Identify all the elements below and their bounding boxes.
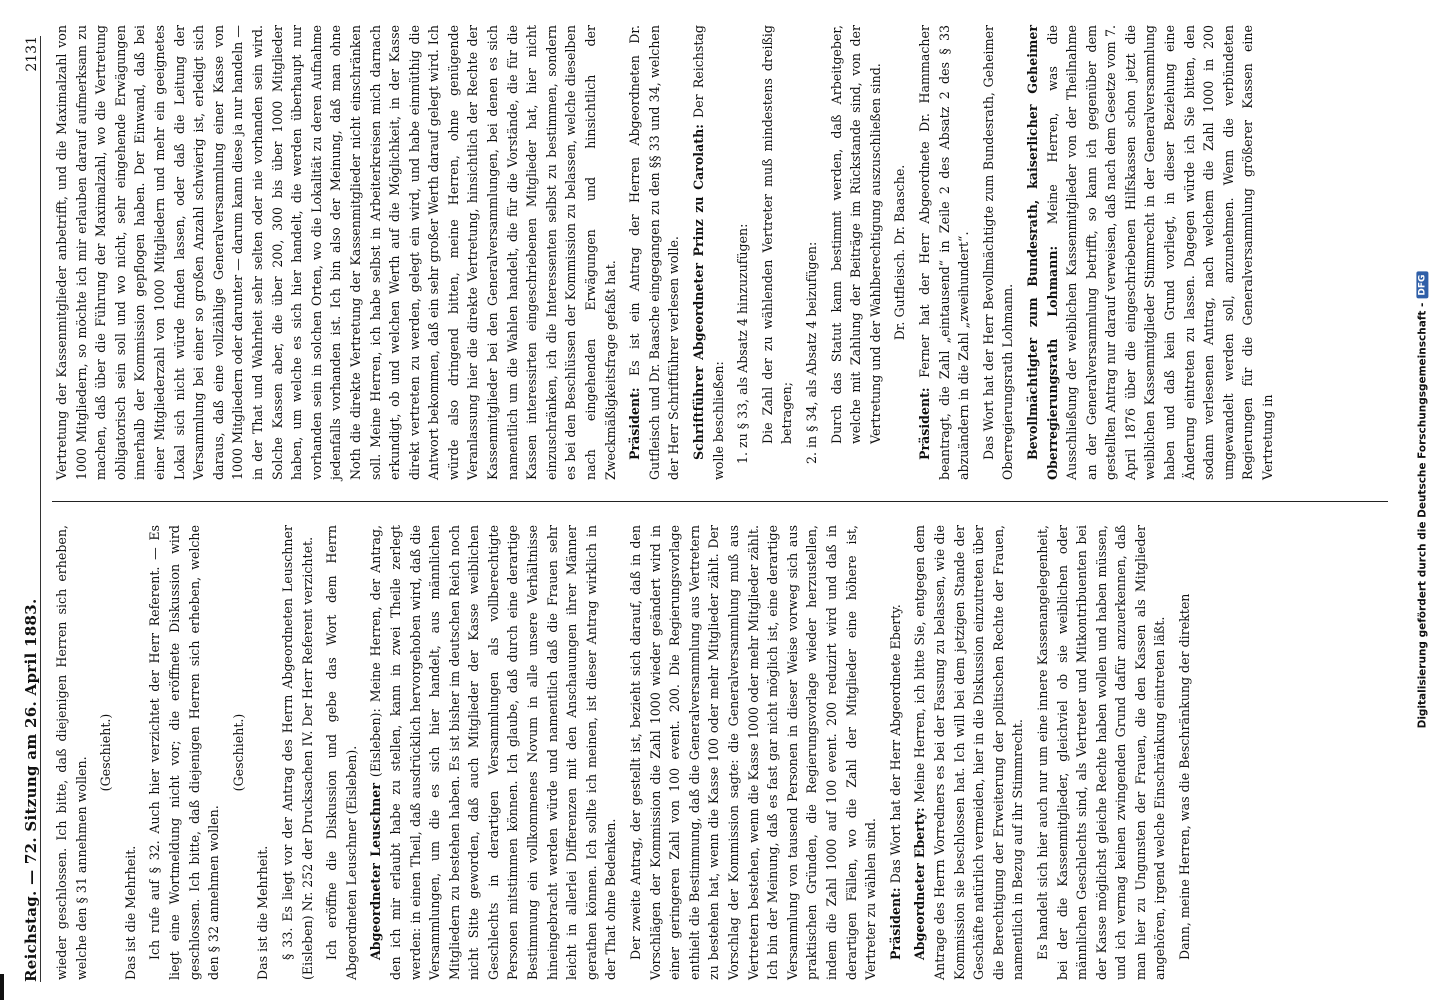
speaker-name: Bevollmächtigter zum Bundesrath, kaiserlicher Geheimer Oberregierungsrath Lohmann: [1024, 25, 1060, 480]
paragraph [689, 25, 728, 480]
speaker-name: Schriftführer Abgeordneter Prinz zu Carolath: [691, 124, 706, 460]
paragraph [915, 25, 974, 480]
speech-text: Meine Herren, was die Ausschließung der weiblichen Kassenmitglieder von der Theilnahme an der Generalversammlung betrifft, so kann ich gegenüber dem gestellten Antrag nur darauf verweisen, daß nach dem Gesetze vom 7. April 1876 über die eingeschriebenen Hilfskassen schon jetzt die weiblichen Kassenmitglieder Stimmrecht in der Generalversammlung haben und daß kein Grund vorliegt, in dieser Beziehung eine Änderung eintreten zu lassen. Dagegen würde ich Sie bitten, den sodann verlesenen Antrag, nach welchem die Zahl 1000 in 200 umgewandelt werden soll, anzunehmen. Wenn die verbündeten Regierungen für die Generalversammlung größerer Kassen eine Vertretung in [1044, 25, 1276, 480]
paragraph: § 33. Es liegt vor der Antrag des Herrn Abgeordneten Leuschner (Eisleben) Nr. 252 der Drucksachen IV. Der Herr Referent verzichtet. [279, 525, 315, 980]
paragraph: Der zweite Antrag, der gestellt ist, bezieht sich darauf, daß in den Vorschlägen der Kommission die Zahl 1000 wieder geändert wird in einer geringeren Zahl von 100 event. 200. Die Regierungsvorlage enthielt die Bestimmung, daß die Generalversammlung aus Vertretern zu bestehen hat, wenn die Kasse 100 oder mehr Mitglieder zählt. Der Vorschlag der Kommission sagte: die Generalversammlung muß aus Vertretern bestehen, wenn die Kasse 1000 oder mehr Mitglieder zählt. Ich bin der Meinung, daß es fast gar nicht möglich ist, eine derartige Versammlung von tausend Personen in dieser Weise vorweg sich aus praktischen Gründen, die Regierungsvorlage wieder herzustellen, indem die Zahl 1000 auf 100 event. 200 reduzirt wird und daß in derartigen Fällen, wo die Zahl der Mitglieder eine höhere ist, Vertreter zu wählen sind. [628, 525, 879, 980]
speaker-name: Abgeordneter Leuschner [368, 783, 384, 960]
speech-text: Der Reichstag wolle beschließen: [691, 25, 726, 480]
speaker-name: Präsident: [916, 387, 932, 460]
speaker-name: Abgeordneter Eberty: [912, 807, 928, 960]
text-column-left [52, 525, 1200, 980]
paragraph: Vertretung der Kassenmitglieder anbetrifft, und die Maximalzahl von 1000 Mitgliedern, so möchte ich mir erlauben darauf aufmerksam zu machen, daß über die Führung der Maximalzahl, wo die Vertretung obligatorisch sein soll und wo nicht, sehr eingehende Erwägungen innerhalb der Kommission gepflogen haben. Der Einwand, daß bei einer Mitgliederzahl von 1000 Mitgliedern und mehr ein geeignetes Lokal sich nicht würde finden lassen, oder daß die Leitung der Versammlung bei einer so großen Anzahl schwierig ist, erledigt sich daraus, daß eine vollzählige Generalversammlung einer Kasse von 1000 Mitgliedern oder darunter — darum kann diese ja nur handeln — in der That und Wahrheit sehr selten oder nie vorhanden sein wird. Solche Kassen aber, die über 200, 300 bis über 1000 Mitglieder haben, um welche es sich hier handelt, die werden überhaupt nur vorhanden sein in solchen Orten, wo die Lokalität zu deren Aufnahme jedenfalls vorhanden ist. Ich bin also der Meinung, daß man ohne Noth die direkte Vertretung der Kassenmitglieder nicht einschränken soll. Meine Herren, ich habe selbst in Arbeiterkreisen mich darnach erkundigt, ob und welchen Werth auf die Möglichkeit, in der Kasse direkt vertreten zu werden, gelegt ein wird, und habe einmüthig die Antwort bekommen, daß ein sehr großer Werth darauf gelegt wird. Ich würde also dringend bitten, meine Herren, ohne genügende Veranlassung hier die direkte Vertretung, hinsichtlich der Rechte der Kassenmitglieder bei den Generalversammlungen, bei denen es sich namentlich um die Wahlen handelt, die für die Vorstände, die für die Kassen interessirten eingeschriebenen Mitglieder hat, hier nicht einzuschränken, ich die Interessenten selbst zu bestimmen, sondern es bei den Beschlüssen der Kommission zu belassen, welche dieselben nach eingehenden Erwägungen und hinsichtlich der Zweckmäßigkeitsfrage gefaßt hat. [54, 25, 618, 480]
paragraph: 2. in § 34, als Absatz 4 beizufügen: [803, 241, 819, 464]
paragraph [886, 525, 906, 980]
paragraph: Das ist die Mehrheit. [255, 845, 271, 980]
paragraph: Dr. Gutfleisch. Dr. Baasche. [892, 164, 908, 341]
paragraph: (Geschieht.) [230, 713, 246, 792]
page-header [14, 36, 41, 982]
dfg-logo-icon: DFG [1416, 272, 1428, 299]
paragraph: Die Zahl der zu wählenden Vertreter muß mindestens dreißig betragen; [759, 25, 795, 444]
paragraph: 1. zu § 33, als Absatz 4 hinzuzufügen: [735, 223, 751, 464]
paragraph: (Geschieht.) [98, 713, 114, 792]
speech-text: Meine Herren, ich bitte Sie, entgegen dem Antrage des Herrn Vorredners es bei der Fassung zu belassen, wie die Kommission sie beschlossen hat. Ich will bei dem jetzigen Stande der Geschäfte natürlich vermeiden, hier in die Diskussion einzutreten über die Berechtigung der Erweiterung der politischen Rechte der Frauen, namentlich in Bezug auf ihr Stimmrecht. [912, 525, 1026, 980]
paragraph [625, 25, 684, 480]
digitization-note [1412, 0, 1432, 1000]
paragraph: Das ist die Mehrheit. [122, 845, 138, 980]
speech-text: Das Wort hat der Herr Abgeordnete Eberty. [887, 604, 903, 888]
paragraph: Durch das Statut kann bestimmt werden, daß Arbeitgeber, welche mit Zahlung der Beiträge im Rückstande sind, von der Vertretung und der Wahlberechtigung auszuschließen sind. [828, 25, 883, 444]
paragraph: wieder geschlossen. Ich bitte, daß diejenigen Herren sich erheben, welche den § 31 annehmen wollen. [54, 525, 89, 980]
paragraph: Es handelt sich hier auch nur um eine innere Kassenangelegenheit, bei der die Kassenmitglieder, gleichviel ob sie weiblichen oder männlichen Geschlechts sind, als Vertreter und Mitkontribuenten bei der Kasse möglichst gleiche Rechte haben wollen und haben müssen, und ich vermag keinen zwingenden Grund dafür anzuerkennen, daß man hier zu Ungunsten der Frauen, die den Kassen als Mitglieder angehören, irgend welche Einschränkung eintreten läßt. [1034, 525, 1168, 980]
paragraph: Ich rufe auf § 32. Auch hier verzichtet der Herr Referent. — Es liegt eine Wortmeldung nicht vor; die eröffnete Diskussion wird geschlossen. Ich bitte, daß diejenigen Herren sich erheben, welche den § 32 annehmen wollen. [147, 525, 222, 980]
paragraph: Das Wort hat der Herr Bevollmächtigte zum Bundesrath, Geheimer Oberregierungsrath Lohmann. [980, 25, 1016, 480]
speech-text: Ferner hat der Herr Abgeordnete Dr. Hammacher beantragt, die Zahl „eintausend“ in Zeile 2 des Absatz 2 des § 33 abzuändern in die Zahl „zweihundert“. [916, 25, 972, 480]
paragraph: Dann, meine Herren, was die Beschränkung der direkten [1177, 593, 1193, 960]
running-title: Reichstag. — 72. Sitzung am 26. April 1883. [22, 598, 40, 982]
speaker-name: Präsident: [887, 887, 903, 960]
digitization-text: Digitalisierung gefördert durch die Deutsche Forschungsgemeinschaft - [1416, 302, 1429, 729]
corner-mark [0, 974, 4, 1000]
page-number: 2131 [24, 36, 40, 72]
text-column-right [52, 25, 1283, 480]
speaker-name: Präsident: [627, 387, 643, 460]
speech-text: (Eisleben): Meine Herren, der Antrag, den ich mir erlaubt habe zu stellen, kann in zwei Theile zerlegt werden: in einen Theil, daß ausdrücklich hervorgehoben wird, daß die Versammlungen, um die es sich hier handelt, aus männlichen Mitgliedern zu bestehen haben. Es ist bisher im deutschen Reich noch nicht Sitte geworden, daß auch Mitglieder der Kasse weiblichen Geschlechts in derartigen Versammlungen als vollberechtigte Personen mitstimmen können. Ich glaube, daß durch eine derartige Bestimmung ein vollkommenes Novum in alle unsere Verhältnisse hineingebracht werden würde und namentlich daß die Frauen sehr leicht in allerlei Differenzen mit den Anschauungen ihrer Männer gerathen können. Ich sollte ich meinen, ist dieser Antrag wirklich in der That ohne Bedenken. [368, 525, 619, 980]
paragraph [1023, 25, 1278, 480]
paragraph: Ich eröffne die Diskussion und gebe das Wort dem Herrn Abgeordneten Leuschner (Eisleben). [324, 525, 359, 980]
speech-text: Es ist ein Antrag der Herren Abgeordneten Dr. Gutfleisch und Dr. Baasche eingegangen zu den §§ 33 und 34, welchen der Herr Schriftführer verlesen wolle. [627, 25, 682, 480]
column-divider [52, 501, 1388, 502]
paragraph [910, 525, 1028, 980]
paragraph [366, 525, 621, 980]
